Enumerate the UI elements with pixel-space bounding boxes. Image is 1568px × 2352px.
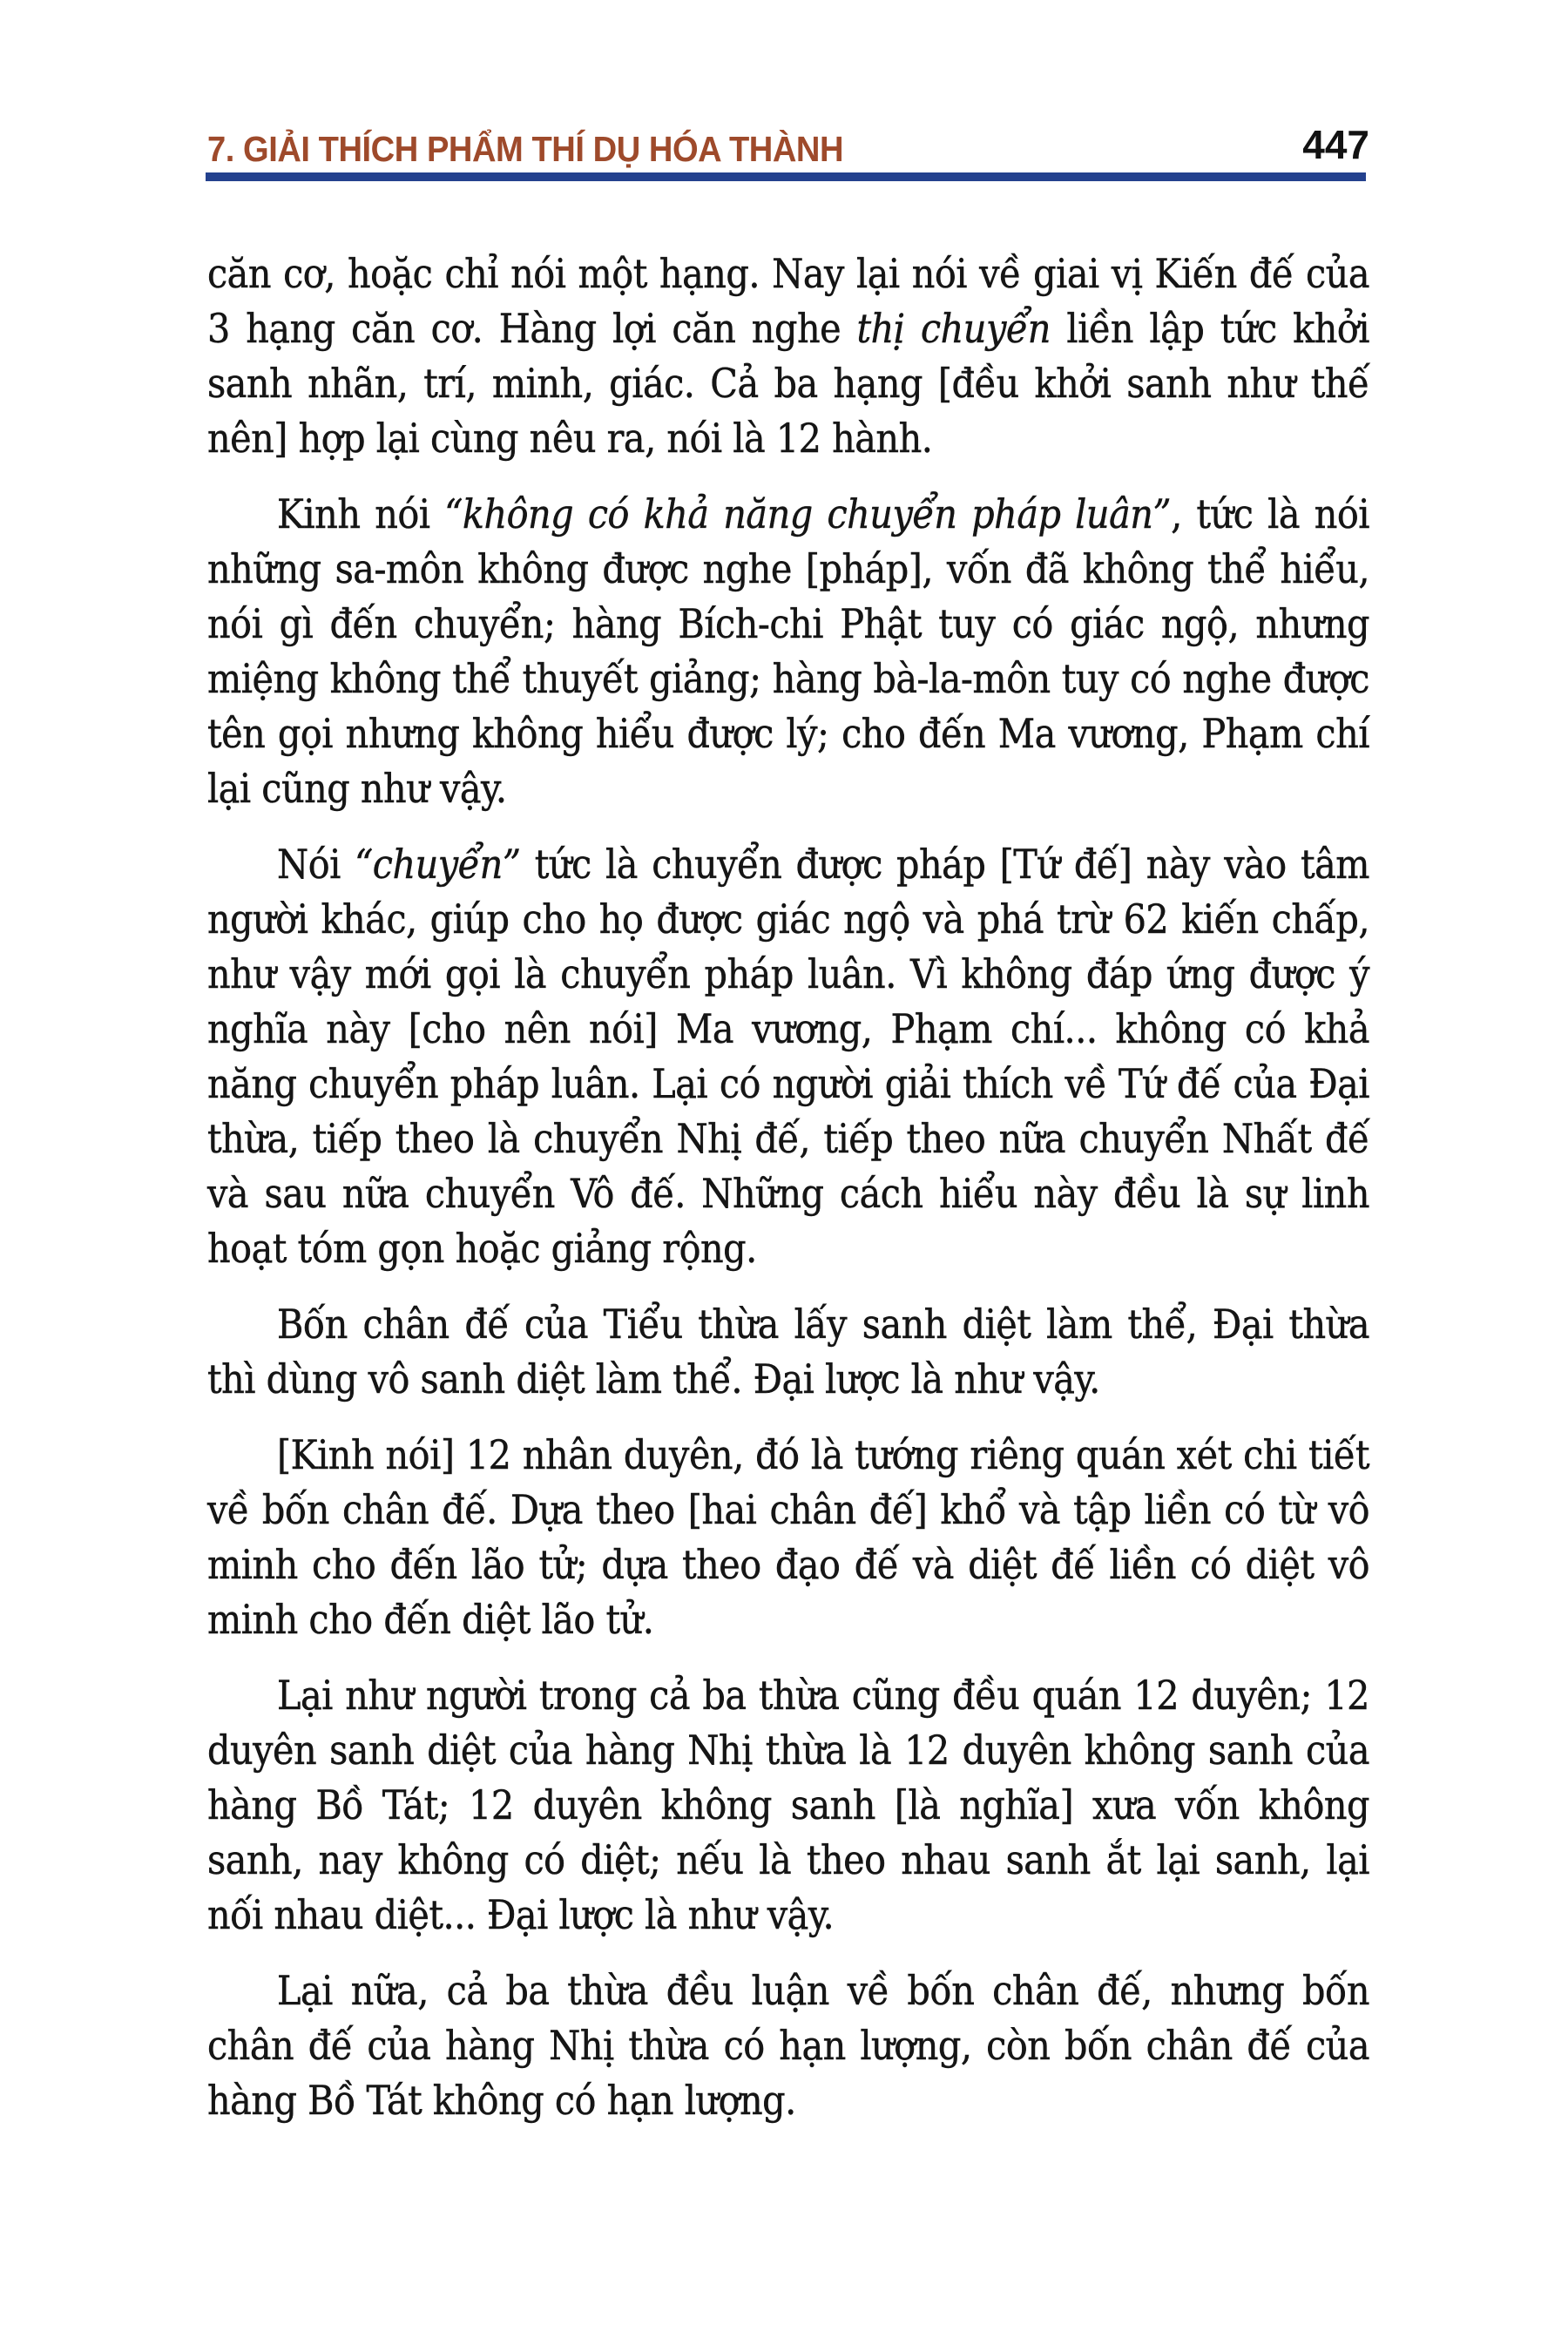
chapter-running-header: 7. GIẢI THÍCH PHẨM THÍ DỤ HÓA THÀNH xyxy=(207,129,844,169)
header-rule xyxy=(206,172,1366,181)
italic-text-run: “chuyển” xyxy=(355,841,521,888)
paragraph xyxy=(207,1297,1369,1407)
italic-text-run: thị chuyển xyxy=(856,305,1051,352)
text-run: Lại như người trong cả ba thừa cũng đều quán 12 duyên; 12 duyên sanh diệt của hàng Nhị thừa là 12 duyên không sanh của hàng Bồ Tát; 12 duyên không sanh [là nghĩa] xưa vốn không sanh, nay không có diệt; nếu là theo nhau sanh ắt lại sanh, lại nối nhau diệt... Đại lược là như vậy. xyxy=(207,1672,1369,1938)
text-run: Lại nữa, cả ba thừa đều luận về bốn chân đế, nhưng bốn chân đế của hàng Nhị thừa có hạn lượng, còn bốn chân đế của hàng Bồ Tát không có hạn lượng. xyxy=(207,1967,1369,2124)
page-number: 447 xyxy=(1302,122,1369,167)
body-text xyxy=(207,247,1369,2149)
text-run: [Kinh nói] 12 nhân duyên, đó là tướng riêng quán xét chi tiết về bốn chân đế. Dựa theo [hai chân đế] khổ và tập liền có từ vô minh cho đến lão tử; dựa theo đạo đế và diệt đế liền có diệt vô minh cho đến diệt lão tử. xyxy=(207,1431,1369,1643)
paragraph xyxy=(207,1668,1369,1943)
paragraph xyxy=(207,487,1369,816)
text-run: Kinh nói xyxy=(277,490,445,537)
text-run: tức là chuyển được pháp [Tứ đế] này vào tâm người khác, giúp cho họ được giác ngộ và phá trừ 62 kiến chấp, như vậy mới gọi là chuyển pháp luân. Vì không đáp ứng được ý nghĩa này [cho nên nói] Ma vương, Phạm chí... không có khả năng chuyển pháp luân. Lại có người giải thích về Tứ đế của Đại thừa, tiếp theo là chuyển Nhị đế, tiếp theo nữa chuyển Nhất đế và sau nữa chuyển Vô đế. Những cách hiểu này đều là sự linh hoạt tóm gọn hoặc giảng rộng. xyxy=(207,841,1369,1272)
paragraph xyxy=(207,247,1369,466)
paragraph xyxy=(207,837,1369,1276)
text-run: liền lập tức khởi sanh nhãn, trí, minh, giác. Cả ba hạng [đều khởi sanh như thế nên] hợp lại cùng nêu ra, nói là 12 hành. xyxy=(207,305,1369,462)
text-run: căn cơ, hoặc chỉ nói một hạng. Nay lại nói về giai vị Kiến đế của 3 hạng căn cơ. Hàng lợi căn nghe xyxy=(207,250,1369,352)
text-run: , tức là nói những sa-môn không được nghe [pháp], vốn đã không thể hiểu, nói gì đến chuyển; hàng Bích-chi Phật tuy có giác ngộ, nhưng miệng không thể thuyết giảng; hàng bà-la-môn tuy có nghe được tên gọi nhưng không hiểu được lý; cho đến Ma vương, Phạm chí lại cũng như vậy. xyxy=(207,490,1369,812)
italic-text-run: “không có khả năng chuyển pháp luân” xyxy=(444,490,1172,537)
text-run: Nói xyxy=(277,841,355,888)
text-run: Bốn chân đế của Tiểu thừa lấy sanh diệt làm thể, Đại thừa thì dùng vô sanh diệt làm thể. Đại lược là như vậy. xyxy=(207,1301,1369,1402)
paragraph xyxy=(207,1428,1369,1647)
paragraph xyxy=(207,1963,1369,2128)
